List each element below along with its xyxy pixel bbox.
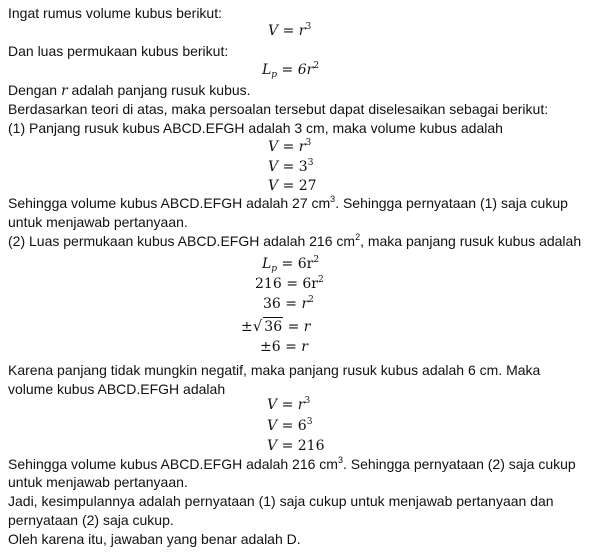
text-line: untuk menjawab pertanyaan. xyxy=(8,474,188,490)
text-line: Berdasarkan teori di atas, maka persoalan tersebut dapat diselesaikan sebagai berikut: xyxy=(8,101,549,117)
sqrt-radicand: 36 xyxy=(264,319,283,335)
equation-step1-1: $V = r^3$ xyxy=(268,138,312,155)
text-line: untuk menjawab pertanyaan. xyxy=(8,214,188,230)
text-line: Jadi, kesimpulannya adalah pernyataan (1) saja cukup untuk menjawab pertanyaan dan xyxy=(8,493,554,509)
text-line: Dan luas permukaan kubus berikut: xyxy=(8,43,229,59)
equation-volume: $V = r^3$ xyxy=(268,22,312,39)
equation-step2-2: $216 = 6r^2$ xyxy=(255,275,324,292)
text-line: Oleh karena itu, jawaban yang benar adalah D. xyxy=(8,531,301,547)
text-line: volume kubus ABCD.EFGH adalah xyxy=(8,381,226,397)
equation-step3-1: $V = r^3$ xyxy=(267,396,311,413)
text-line: Ingat rumus volume kubus berikut: xyxy=(8,5,222,21)
text-line: Dengan r adalah panjang rusuk kubus. xyxy=(8,82,251,99)
equation-step2-1: $L_p = 6r^2$ xyxy=(262,255,320,274)
text-line: (1) Panjang rusuk kubus ABCD.EFGH adalah 3 cm, maka volume kubus adalah xyxy=(8,120,503,136)
equation-step1-3: V = 27 xyxy=(268,178,317,194)
text-line: Karena panjang tidak mungkin negatif, maka panjang rusuk kubus adalah 6 cm. Maka xyxy=(8,362,541,378)
text-line: Sehingga volume kubus ABCD.EFGH adalah 216 $cm^3$. Sehingga pernyataan (2) saja cukup xyxy=(8,455,576,472)
text-line: (2) Luas permukaan kubus ABCD.EFGH adalah 216 $cm^2$, maka panjang rusuk kubus adalah xyxy=(8,232,582,249)
text-line: pernyataan (2) saja cukup. xyxy=(8,512,174,528)
equation-step2-5: ±6 = r xyxy=(260,339,308,355)
equation-step2-4: ±√ 36 = r xyxy=(241,317,311,335)
equation-step1-2: $V = 3^3$ xyxy=(268,158,314,175)
text-line: Sehingga volume kubus ABCD.EFGH adalah 27 $cm^3$. Sehingga pernyataan (1) saja cukup xyxy=(8,194,568,211)
equation-step3-3: V = 216 xyxy=(267,438,325,454)
equation-area: $L_p = 6r^2$ xyxy=(262,61,320,80)
equation-step2-3: $36 = r^2$ xyxy=(263,295,314,312)
equation-step3-2: $V = 6^3$ xyxy=(267,417,313,434)
